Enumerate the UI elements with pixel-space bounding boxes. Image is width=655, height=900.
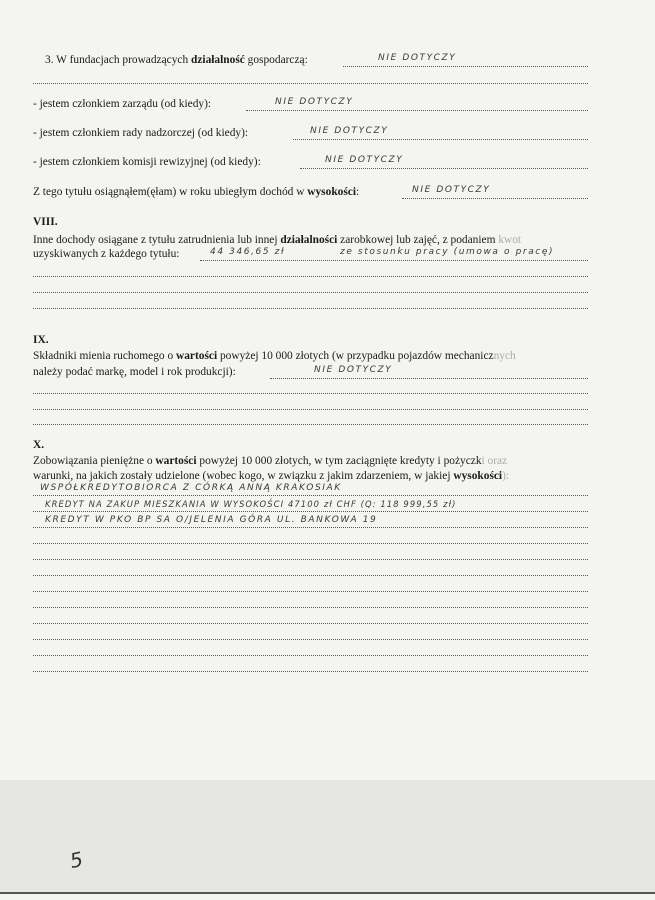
dotted-line: [33, 409, 588, 410]
dotted-line: [33, 639, 588, 640]
section-viii-line-1: Inne dochody osiągane z tytułu zatrudnienia lub innej działalności zarobkowej lub zajęć, z podaniem kwot: [33, 234, 522, 246]
rada-answer: NIE DOTYCZY: [310, 126, 389, 136]
section-viii-answer: ze stosunku pracy (umowa o pracę): [340, 247, 555, 257]
dotted-line: [270, 378, 588, 379]
dotted-line: [293, 139, 588, 140]
dotted-line: [33, 393, 588, 394]
dotted-line: [33, 276, 588, 277]
dotted-line: [33, 591, 588, 592]
komisja-label: - jestem członkiem komisji rewizyjnej (od kiedy):: [33, 156, 261, 168]
dotted-line: [33, 292, 588, 293]
section-x-heading: X.: [33, 439, 45, 451]
zarzad-label: - jestem członkiem zarządu (od kiedy):: [33, 98, 212, 110]
section-x-answer-1: WSPÓŁKREDYTOBIORCA Z CÓRKĄ ANNĄ KRAKOSIAK: [40, 483, 342, 493]
dochod-answer: NIE DOTYCZY: [412, 185, 491, 195]
dotted-line: [33, 424, 588, 425]
dotted-line: [246, 110, 588, 111]
section-ix-heading: IX.: [33, 334, 49, 346]
dotted-line: [33, 559, 588, 560]
dotted-line: [33, 671, 588, 672]
dotted-line: [33, 575, 588, 576]
section-3-label: 3. W fundacjach prowadzących działalność gospodarczą:: [45, 54, 308, 66]
section-ix-line-1: Składniki mienia ruchomego o wartości powyżej 10 000 złotych (w przypadku pojazdów mechanicznych: [33, 350, 516, 362]
section-3-answer: NIE DOTYCZY: [378, 53, 457, 63]
section-viii-amount: 44 346,65 zł: [210, 247, 286, 257]
page-bottom-edge: [0, 892, 655, 894]
dotted-line: [343, 66, 588, 67]
dotted-line: [33, 527, 588, 528]
dotted-line: [33, 655, 588, 656]
dotted-line: [200, 260, 588, 261]
rada-label: - jestem członkiem rady nadzorczej (od kiedy):: [33, 127, 249, 139]
dotted-line: [33, 623, 588, 624]
section-viii-line-2: uzyskiwanych z każdego tytułu:: [33, 248, 180, 260]
komisja-answer: NIE DOTYCZY: [325, 155, 404, 165]
section-ix-answer: NIE DOTYCZY: [314, 365, 393, 375]
dotted-line: [33, 543, 588, 544]
section-x-answer-2: KREDYT NA ZAKUP MIESZKANIA W WYSOKOŚCI 47100 zł CHF (Q: 118 999,55 zł): [45, 499, 457, 509]
dotted-line: [33, 607, 588, 608]
section-x-answer-3: KREDYT W PKO BP SA O/JELENIA GÓRA UL. BANKOWA 19: [45, 515, 378, 525]
dotted-line: [33, 511, 588, 512]
section-x-line-2: warunki, na jakich zostały udzielone (wobec kogo, w związku z jakim zdarzeniem, w jakiej wysokości):: [33, 470, 510, 482]
page-shading: [0, 780, 655, 892]
dotted-line: [33, 83, 588, 84]
section-ix-line-2: należy podać markę, model i rok produkcji):: [33, 366, 236, 378]
section-x-line-1: Zobowiązania pieniężne o wartości powyżej 10 000 złotych, w tym zaciągnięte kredyty i pożyczki oraz: [33, 455, 508, 467]
dotted-line: [402, 198, 588, 199]
dotted-line: [33, 308, 588, 309]
zarzad-answer: NIE DOTYCZY: [275, 97, 354, 107]
page-number: 5: [67, 846, 86, 874]
dochod-label: Z tego tytułu osiągnąłem(ęłam) w roku ubiegłym dochód w wysokości:: [33, 186, 360, 198]
section-viii-heading: VIII.: [33, 216, 58, 228]
dotted-line: [33, 495, 588, 496]
dotted-line: [300, 168, 588, 169]
